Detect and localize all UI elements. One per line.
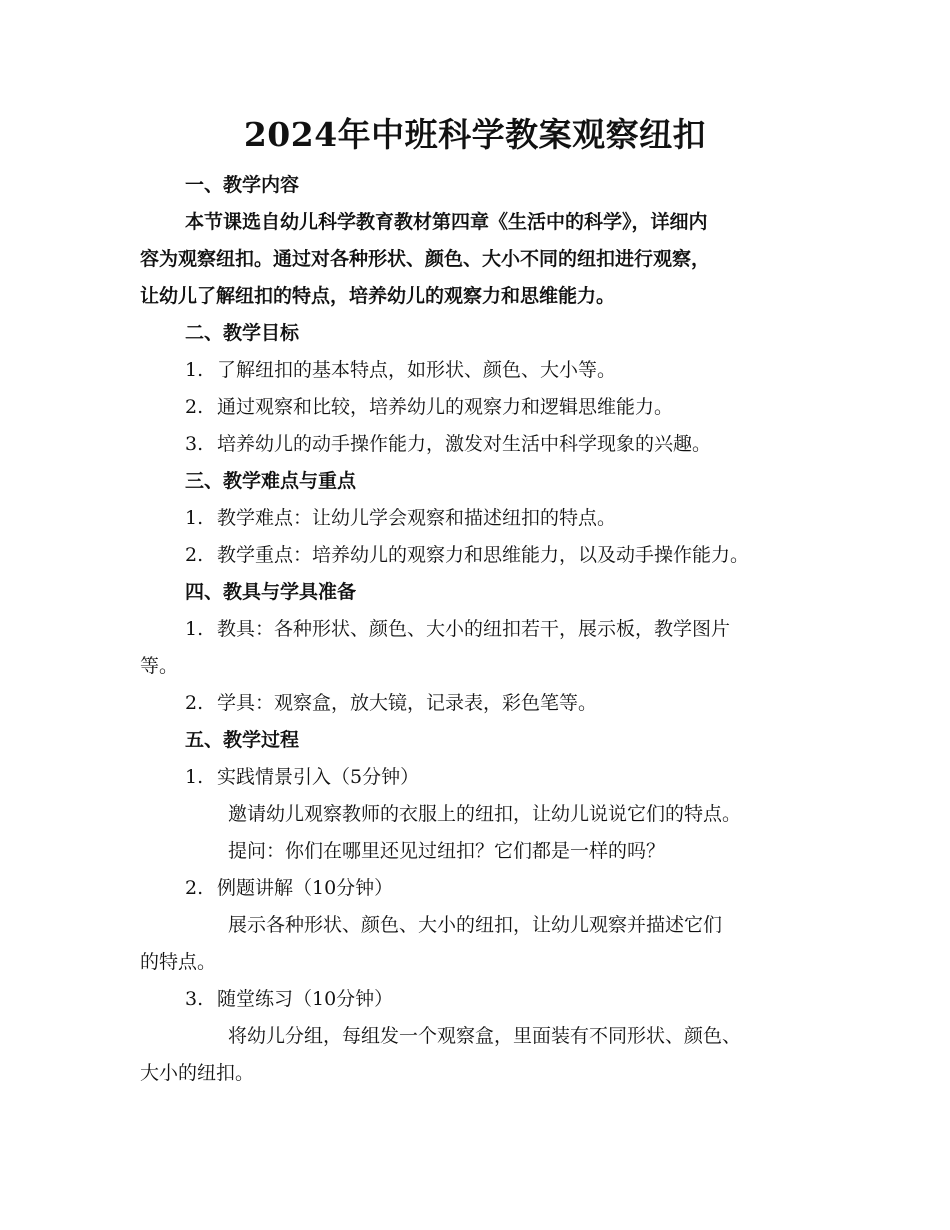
goal-item (185, 392, 673, 422)
materials-item-text: 学具：观察盒，放大镜，记录表，彩色笔等。 (217, 692, 598, 714)
materials-item-number: 1. (185, 618, 204, 640)
process-step-2 (185, 873, 393, 903)
difficulty-item-number: 2. (185, 544, 204, 566)
goal-item-text: 了解纽扣的基本特点，如形状、颜色、大小等。 (217, 359, 617, 381)
process-step-3-line-2: 大小的纽扣。 (140, 1062, 255, 1084)
materials-item-1 (185, 614, 730, 644)
goal-item-text: 通过观察和比较，培养幼儿的观察力和逻辑思维能力。 (217, 396, 674, 418)
materials-item-2 (185, 688, 597, 718)
content-paragraph-line-2: 容为观察纽扣。通过对各种形状、颜色、大小不同的纽扣进行观察， (140, 248, 711, 270)
process-step-1 (185, 762, 419, 792)
process-step-number: 2. (185, 877, 204, 899)
goal-item-number: 3. (185, 433, 204, 455)
process-step-2-line-2: 的特点。 (140, 951, 217, 973)
section-heading-goals: 二、教学目标 (185, 322, 300, 344)
process-step-1-line-2: 提问：你们在哪里还见过纽扣？它们都是一样的吗？ (228, 840, 666, 862)
section-heading-difficulties: 三、教学难点与重点 (185, 470, 357, 492)
difficulty-item (185, 540, 749, 570)
process-step-2-line-1: 展示各种形状、颜色、大小的纽扣，让幼儿观察并描述它们 (228, 914, 723, 936)
difficulty-item-text: 教学难点：让幼儿学会观察和描述纽扣的特点。 (217, 507, 617, 529)
section-heading-materials: 四、教具与学具准备 (185, 581, 357, 603)
process-step-3-line-1: 将幼儿分组，每组发一个观察盒，里面装有不同形状、颜色、 (228, 1025, 742, 1047)
process-step-title: 实践情景引入（5分钟） (217, 766, 420, 788)
process-step-title: 例题讲解（10分钟） (217, 877, 394, 899)
process-step-number: 1. (185, 766, 204, 788)
materials-item-text: 教具：各种形状、颜色、大小的纽扣若干，展示板，教学图片 (217, 618, 731, 640)
materials-item-1-continuation: 等。 (140, 655, 179, 677)
difficulty-item-text: 教学重点：培养幼儿的观察力和思维能力，以及动手操作能力。 (217, 544, 750, 566)
content-paragraph-line-1: 本节课选自幼儿科学教育教材第四章《生活中的科学》，详细内 (185, 211, 708, 233)
section-heading-content: 一、教学内容 (185, 174, 300, 196)
process-step-title: 随堂练习（10分钟） (217, 988, 394, 1010)
goal-item (185, 429, 711, 459)
section-heading-process: 五、教学过程 (185, 729, 300, 751)
goal-item-number: 1. (185, 359, 204, 381)
process-step-1-line-1: 邀请幼儿观察教师的衣服上的纽扣，让幼儿说说它们的特点。 (228, 803, 742, 825)
document-title: 2024年中班科学教案观察纽扣 (243, 115, 707, 154)
difficulty-item (185, 503, 616, 533)
goal-item (185, 355, 616, 385)
process-step-3 (185, 984, 393, 1014)
content-paragraph-line-3: 让幼儿了解纽扣的特点，培养幼儿的观察力和思维能力。 (140, 285, 616, 307)
difficulty-item-number: 1. (185, 507, 204, 529)
goal-item-number: 2. (185, 396, 204, 418)
goal-item-text: 培养幼儿的动手操作能力，激发对生活中科学现象的兴趣。 (217, 433, 712, 455)
materials-item-number: 2. (185, 692, 204, 714)
process-step-number: 3. (185, 988, 204, 1010)
